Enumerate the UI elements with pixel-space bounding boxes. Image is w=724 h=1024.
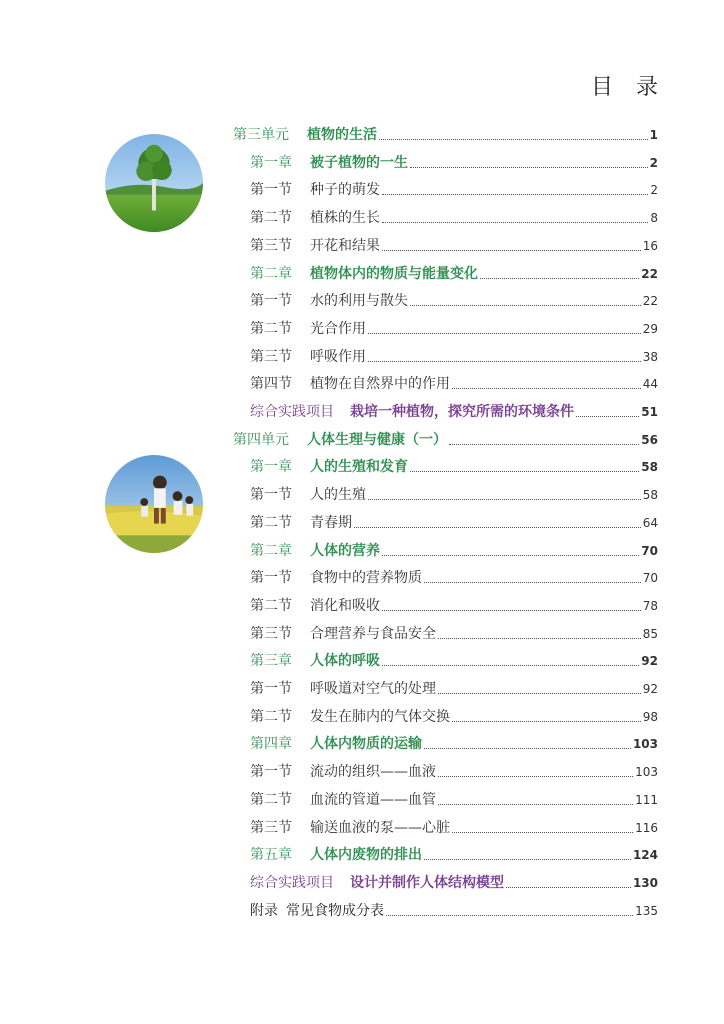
dot-leader <box>438 776 633 777</box>
toc-chapter-row[interactable] <box>250 261 658 288</box>
page-title: 目 录 <box>591 75 666 100</box>
toc-section-row[interactable] <box>250 288 658 315</box>
toc-section-row[interactable] <box>250 482 658 509</box>
toc-title: 输送血液的泵——心脏 <box>310 819 450 836</box>
toc-label: 第一节 <box>250 487 292 504</box>
toc-page-number: 116 <box>635 820 658 835</box>
toc-label: 第一节 <box>250 182 292 199</box>
toc-page-number: 44 <box>642 377 658 392</box>
toc-title: 食物中的营养物质 <box>310 570 422 587</box>
toc-section-row[interactable] <box>250 510 658 537</box>
dot-leader <box>410 471 639 472</box>
toc-chapter-row[interactable] <box>250 538 658 565</box>
dot-leader <box>368 499 641 500</box>
dot-leader <box>410 305 641 306</box>
toc-section-row[interactable] <box>250 621 658 648</box>
toc-page-number: 103 <box>635 765 658 780</box>
toc-page-number: 70 <box>641 543 658 558</box>
toc-label: 第一节 <box>250 764 292 781</box>
dot-leader <box>438 693 641 694</box>
toc-title: 人体内物质的运输 <box>310 736 422 753</box>
toc-label: 第四节 <box>250 376 292 393</box>
toc-page-number: 2 <box>649 155 658 170</box>
toc-section-row[interactable] <box>250 205 658 232</box>
dot-leader <box>452 832 633 833</box>
toc-section-row[interactable] <box>250 177 658 204</box>
toc-unit-row[interactable] <box>233 122 658 149</box>
toc-page-number: 58 <box>642 488 658 503</box>
dot-leader <box>452 388 641 389</box>
toc-title: 光合作用 <box>310 320 366 337</box>
dot-leader <box>438 638 641 639</box>
toc-label: 第二节 <box>250 708 292 725</box>
toc-title: 植株的生长 <box>310 210 380 227</box>
toc-title: 人体生理与健康（一） <box>307 431 447 448</box>
toc-page-number: 92 <box>642 682 658 696</box>
toc-page-number: 111 <box>635 792 658 807</box>
dot-leader <box>410 167 648 168</box>
toc-label: 第一节 <box>250 681 292 697</box>
toc-page-number: 8 <box>650 211 658 226</box>
toc-title: 流动的组织——血液 <box>310 764 436 781</box>
dot-leader <box>386 915 633 916</box>
toc-section-row[interactable] <box>250 371 658 398</box>
toc-label: 附录 <box>250 902 278 919</box>
dot-leader <box>424 582 641 583</box>
dot-leader <box>382 194 648 195</box>
toc-project-row[interactable] <box>250 870 658 897</box>
children-photo <box>105 455 203 553</box>
toc-title: 消化和吸收 <box>310 597 380 614</box>
toc-label: 第三节 <box>250 625 292 642</box>
toc-title: 常见食物成分表 <box>286 902 384 919</box>
toc-chapter-row[interactable] <box>250 150 658 177</box>
toc-appendix-row[interactable] <box>250 898 658 925</box>
dot-leader <box>382 555 639 556</box>
dot-leader <box>382 665 639 666</box>
dot-leader <box>438 804 633 805</box>
toc-title: 人体内废物的排出 <box>310 847 422 864</box>
toc-label: 第三单元 <box>233 127 289 143</box>
toc-title: 水的利用与散失 <box>310 293 408 310</box>
toc-section-row[interactable] <box>250 344 658 371</box>
toc-title: 植物在自然界中的作用 <box>310 376 450 393</box>
toc-title: 植物体内的物质与能量变化 <box>310 265 478 282</box>
toc-label: 第四单元 <box>233 431 289 448</box>
toc-title: 种子的萌发 <box>310 182 380 199</box>
toc-label: 综合实践项目 <box>250 874 334 891</box>
toc-label: 第一节 <box>250 570 292 587</box>
toc-title: 栽培一种植物，探究所需的环境条件 <box>350 404 574 420</box>
toc-label: 第一章 <box>250 459 292 476</box>
toc-label: 第二章 <box>250 542 292 559</box>
toc-label: 第一章 <box>250 154 292 171</box>
toc-page-number: 135 <box>635 903 658 918</box>
dot-leader <box>379 139 648 140</box>
toc-section-row[interactable] <box>250 815 658 842</box>
toc-page-number: 70 <box>642 571 658 586</box>
dot-leader <box>382 610 641 611</box>
toc-label: 第四章 <box>250 736 292 753</box>
toc-title: 人体的营养 <box>310 542 380 559</box>
toc-project-row[interactable] <box>250 399 658 426</box>
toc-page-number: 29 <box>642 321 658 336</box>
toc-title: 开花和结果 <box>310 237 380 254</box>
toc-label: 第一节 <box>250 293 292 310</box>
dot-leader <box>368 333 641 334</box>
dot-leader <box>368 361 641 362</box>
toc-section-row[interactable] <box>250 316 658 343</box>
toc-title: 呼吸道对空气的处理 <box>310 681 436 697</box>
toc-title: 发生在肺内的气体交换 <box>310 708 450 725</box>
dot-leader <box>506 887 631 888</box>
dot-leader <box>480 278 639 279</box>
toc-page-number: 38 <box>642 349 658 364</box>
toc-page-number: 130 <box>632 875 658 890</box>
toc-page-number: 78 <box>642 598 658 613</box>
toc-label: 第二节 <box>250 597 292 614</box>
toc-section-row[interactable] <box>250 704 658 731</box>
dot-leader <box>576 416 639 417</box>
toc-label: 第三章 <box>250 653 292 670</box>
tree-photo <box>105 134 203 232</box>
toc-page-number: 103 <box>632 737 658 752</box>
toc-label: 第二节 <box>250 210 292 227</box>
dot-leader <box>452 721 641 722</box>
toc-section-row[interactable] <box>250 759 658 786</box>
toc-page-number: 22 <box>642 294 658 309</box>
toc-title: 人的生殖 <box>310 487 366 504</box>
toc-page-number: 51 <box>641 405 658 419</box>
toc-section-row[interactable] <box>250 787 658 814</box>
dot-leader <box>424 859 631 860</box>
toc-section-row[interactable] <box>250 233 658 260</box>
toc-section-row[interactable] <box>250 593 658 620</box>
toc-chapter-row[interactable] <box>250 454 658 481</box>
toc-chapter-row[interactable] <box>250 731 658 758</box>
toc-title: 人的生殖和发育 <box>310 459 408 476</box>
toc-title: 被子植物的一生 <box>310 154 408 171</box>
toc-page-number: 64 <box>642 515 658 530</box>
toc-title: 呼吸作用 <box>310 348 366 365</box>
toc-page-number: 58 <box>641 460 658 475</box>
toc-title: 血流的管道——血管 <box>310 791 436 808</box>
toc-title: 青春期 <box>310 514 352 531</box>
toc-label: 第二节 <box>250 514 292 531</box>
toc-page-number: 1 <box>649 128 658 142</box>
toc-title: 合理营养与食品安全 <box>310 625 436 642</box>
toc-label: 第二节 <box>250 791 292 808</box>
toc-label: 综合实践项目 <box>250 404 334 420</box>
dot-leader <box>382 250 641 251</box>
toc-page-number: 2 <box>650 183 658 198</box>
toc-page-number: 124 <box>632 848 658 863</box>
toc-chapter-row[interactable] <box>250 842 658 869</box>
dot-leader <box>424 748 631 749</box>
dot-leader <box>382 222 648 223</box>
toc-page-number: 98 <box>642 709 658 724</box>
toc-label: 第三节 <box>250 819 292 836</box>
toc-page-number: 92 <box>641 654 658 669</box>
toc-label: 第二章 <box>250 265 292 282</box>
dot-leader <box>354 527 641 528</box>
toc-title: 植物的生活 <box>307 127 377 143</box>
toc-page-number: 85 <box>642 626 658 641</box>
toc-section-row[interactable] <box>250 676 658 703</box>
toc-title: 人体的呼吸 <box>310 653 380 670</box>
toc-label: 第五章 <box>250 847 292 864</box>
toc-label: 第三节 <box>250 348 292 365</box>
toc-title: 设计并制作人体结构模型 <box>350 874 504 891</box>
toc-page-number: 56 <box>641 432 658 447</box>
toc-page-number: 22 <box>641 266 658 281</box>
toc-chapter-row[interactable] <box>250 648 658 675</box>
toc-page-number: 16 <box>642 238 658 253</box>
toc-label: 第三节 <box>250 237 292 254</box>
dot-leader <box>449 444 639 445</box>
toc-section-row[interactable] <box>250 565 658 592</box>
toc-label: 第二节 <box>250 320 292 337</box>
toc-unit-row[interactable] <box>233 427 658 454</box>
